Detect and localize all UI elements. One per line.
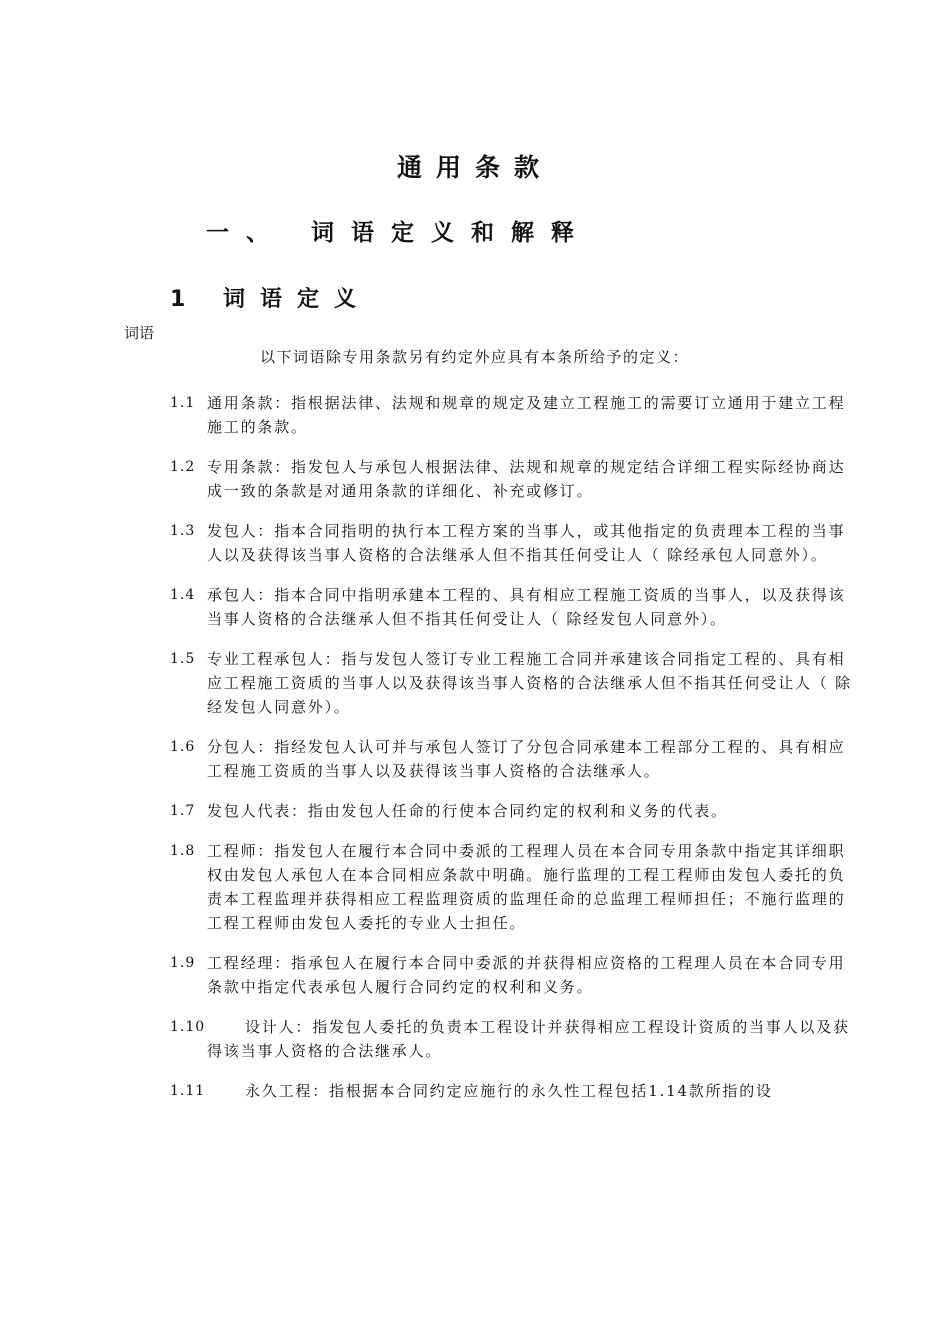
clause-item [170, 391, 860, 439]
clause-text: 发包人代表：指由发包人任命的行使本合同约定的权利和义务的代表。 [207, 802, 728, 820]
clause-text: 工程经理：指承包人在履行本合同中委派的并获得相应资格的工程理人员在本合同专用条款中指定代表承包人履行合同约定的权利和义务。 [207, 954, 846, 996]
clause-text: 专用条款：指发包人与承包人根据法律、法规和规章的规定结合详细工程实际经协商达成一致的条款是对通用条款的详细化、补充或修订。 [207, 458, 846, 500]
clause-text: 设计人：指发包人委托的负责本工程设计并获得相应工程设计资质的当事人以及获得该当事人资格的合法继承人。 [207, 1018, 850, 1060]
section-heading: 1 词语定义 [170, 287, 371, 312]
clause-item [170, 455, 860, 503]
clause-item [170, 1079, 860, 1103]
clause-number: 1.7 [170, 803, 196, 819]
clause-text: 专业工程承包人：指与发包人签订专业工程施工合同并承建该合同指定工程的、具有相应工程施工资质的当事人以及获得该当事人资格的合法继承人但不指其任何受让人（ 除经发包人同意外）。 [207, 650, 852, 716]
clause-item [170, 839, 860, 935]
clause-text: 分包人：指经发包人认可并与承包人签订了分包合同承建本工程部分工程的、具有相应工程施工资质的当事人以及获得该当事人资格的合法继承人。 [207, 738, 846, 780]
clause-item [170, 735, 860, 783]
margin-note: 词语 [124, 324, 155, 342]
clause-number: 1.4 [170, 587, 196, 603]
clause-number: 1.6 [170, 739, 196, 755]
clause-number: 1.11 [170, 1083, 206, 1099]
clause-text: 通用条款：指根据法律、法规和规章的规定及建立工程施工的需要订立通用于建立工程施工的条款。 [207, 394, 846, 436]
clause-number: 1.10 [170, 1019, 206, 1035]
clause-text: 承包人：指本合同中指明承建本工程的、具有相应工程施工资质的当事人，以及获得该当事人资格的合法继承人但不指其任何受让人（ 除经发包人同意外）。 [207, 586, 846, 628]
clause-item [170, 1015, 860, 1063]
intro-paragraph: 以下词语除专用条款另有约定外应具有本条所给予的定义： [260, 348, 690, 366]
clause-number: 1.9 [170, 955, 196, 971]
clause-item [170, 799, 860, 823]
clause-text: 发包人：指本合同指明的执行本工程方案的当事人，或其他指定的负责理本工程的当事人以及获得该当事人资格的合法继承人但不指其任何受让人（ 除经承包人同意外）。 [207, 522, 846, 564]
clause-item [170, 951, 860, 999]
clause-number: 1.1 [170, 395, 196, 411]
clause-list [170, 391, 860, 1119]
clause-number: 1.8 [170, 843, 196, 859]
clause-number: 1.5 [170, 651, 196, 667]
document-title: 通用条款 [396, 153, 553, 182]
clause-number: 1.3 [170, 523, 196, 539]
clause-item [170, 583, 860, 631]
clause-item [170, 647, 860, 719]
clause-item [170, 519, 860, 567]
clause-text: 工程师：指发包人在履行本合同中委派的工程理人员在本合同专用条款中指定其详细职权由发包人承包人在本合同相应条款中明确。施行监理的工程工程师由发包人委托的负责本工程监理并获得相应工程监理资质的监理任命的总监理工程师担任；不施行监理的工程工程师由发包人委托的专业人士担任。 [207, 842, 846, 932]
clause-number: 1.2 [170, 459, 196, 475]
chapter-heading: 一、 词语定义和解释 [206, 220, 592, 246]
clause-text: 永久工程：指根据本合同约定应施行的永久性工程包括1.14款所指的设 [245, 1082, 773, 1100]
